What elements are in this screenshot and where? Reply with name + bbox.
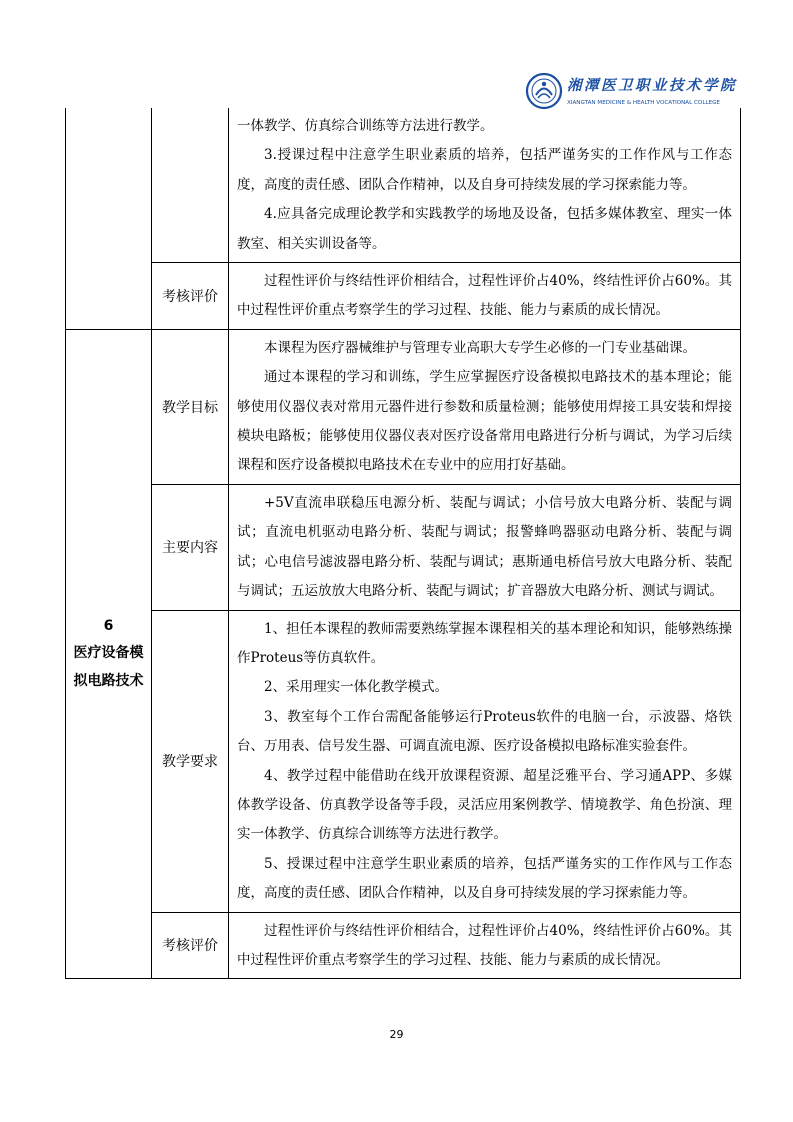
table-row bbox=[66, 329, 741, 484]
course-table bbox=[65, 108, 741, 979]
requirement-paragraph: 2、采用理实一体化教学模式。 bbox=[264, 679, 449, 696]
assessment-paragraph: 过程性评价与终结性评价相结合，过程性评价占40%，终结性评价占60%。其中过程性评价重点考察学生的学习过程、技能、能力与素质的成长情况。 bbox=[237, 273, 732, 319]
requirement-paragraph: 5、授课过程中注意学生职业素质的培养，包括严谨务实的工作作风与工作态度，高度的责任感、团队合作精神，以及自身可持续发展的学习探索能力等。 bbox=[237, 855, 732, 902]
requirements-cell bbox=[229, 610, 741, 912]
row-label: 主要内容 bbox=[152, 484, 229, 610]
requirement-paragraph: 3.授课过程中注意学生职业素质的培养，包括严谨务实的工作作风与工作态度，高度的责任感、团队合作精神，以及自身可持续发展的学习探索能力等。 bbox=[237, 147, 732, 193]
table-row bbox=[66, 484, 741, 610]
content-paragraph: +5V直流串联稳压电源分析、装配与调试；小信号放大电路分析、装配与调试；直流电机驱动电路分析、装配与调试；报警蜂鸣器驱动电路分析、装配与调试；心电信号滤波器电路分析、装配与调试；惠斯通电桥信号放大电路分析、装配与调试；五运放放大电路分析、装配与调试；扩音器放大电路分析、测试与调试。 bbox=[237, 494, 732, 600]
assessment-paragraph: 过程性评价与终结性评价相结合，过程性评价占40%，终结性评价占60%。其中过程性评价重点考察学生的学习过程、技能、能力与素质的成长情况。 bbox=[237, 922, 732, 968]
school-logo bbox=[525, 70, 747, 112]
table-row bbox=[66, 108, 741, 263]
school-logo-graphic bbox=[525, 70, 747, 112]
row-label: 教学要求 bbox=[152, 610, 229, 912]
assessment-cell bbox=[229, 263, 741, 330]
course-name: 医疗设备模拟电路技术 bbox=[73, 645, 144, 690]
requirement-paragraph: 4、教学过程中能借助在线开放课程资源、超星泛雅平台、学习通APP、多媒体教学设备、仿真教学设备等手段，灵活应用案例教学、情境教学、角色扮演、理实一体教学、仿真综合训练等方法进行教学。 bbox=[237, 767, 732, 843]
row-label: 考核评价 bbox=[152, 912, 229, 979]
course-cell bbox=[66, 329, 152, 979]
page-number: 29 bbox=[389, 1028, 404, 1041]
objective-paragraph: 本课程为医疗器械维护与管理专业高职大专学生必修的一门专业基础课。 bbox=[264, 339, 696, 356]
school-name-en: XIANGTAN MEDICINE & HEALTH VOCATIONAL COLLEGE bbox=[567, 100, 720, 106]
requirement-paragraph: 一体教学、仿真综合训练等方法进行教学。 bbox=[237, 118, 494, 134]
continued-course-cell bbox=[66, 108, 152, 329]
table-row bbox=[66, 912, 741, 979]
requirement-paragraph: 1、担任本课程的教师需要熟练掌握本课程相关的基本理论和知识，能够熟练操作Proteus等仿真软件。 bbox=[237, 620, 732, 666]
objective-paragraph: 通过本课程的学习和训练，学生应掌握医疗设备模拟电路技术的基本理论；能够使用仪器仪表对常用元器件进行参数和质量检测；能够使用焊接工具安装和焊接模块电路板；能够使用仪器仪表对医疗设备常用电路进行分析与调试，为学习后续课程和医疗设备模拟电路技术在专业中的应用打好基础。 bbox=[237, 369, 732, 474]
continued-requirements-cell bbox=[229, 108, 741, 263]
requirement-paragraph: 3、教室每个工作台需配备能够运行Proteus软件的电脑一台，示波器、烙铁台、万用表、信号发生器、可调直流电源、医疗设备模拟电路标准实验套件。 bbox=[237, 708, 732, 755]
content-cell bbox=[229, 484, 741, 610]
requirement-paragraph: 4.应具备完成理论教学和实践教学的场地及设备，包括多媒体教室、理实一体教室、相关实训设备等。 bbox=[237, 206, 732, 252]
table-row bbox=[66, 263, 741, 330]
row-label: 考核评价 bbox=[152, 263, 229, 330]
row-label: 教学目标 bbox=[152, 329, 229, 484]
continued-label-cell bbox=[152, 108, 229, 263]
table-row bbox=[66, 610, 741, 912]
course-number: 6 bbox=[103, 618, 114, 635]
objectives-cell bbox=[229, 329, 741, 484]
school-name: 湘潭医卫职业技术学院 bbox=[567, 77, 737, 94]
assessment-cell bbox=[229, 912, 741, 979]
